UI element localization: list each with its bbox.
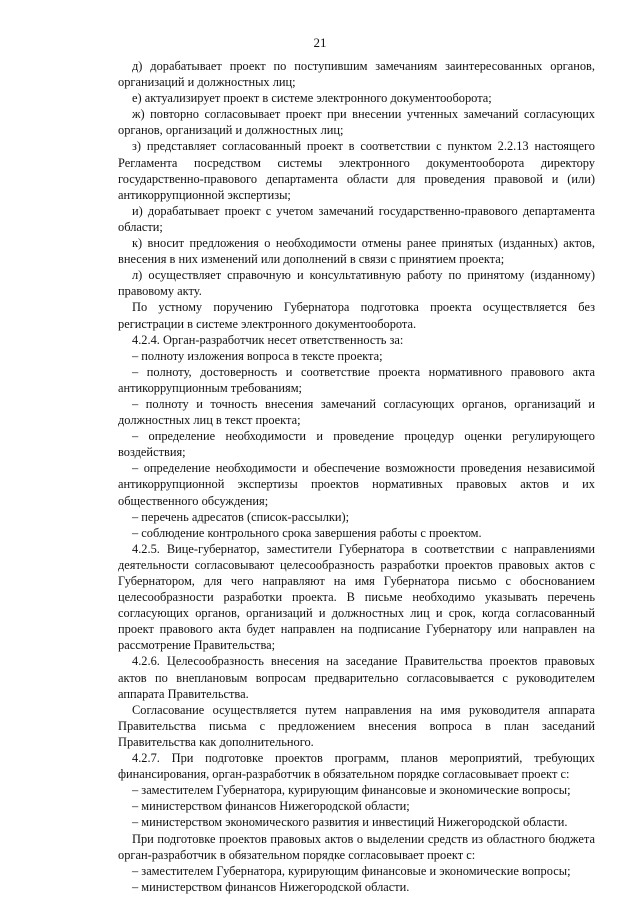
paragraph-z: з) представляет согласованный проект в соответствии с пунктом 2.2.13 настоящего Регламента посредством системы электронного документооборота директору государственно-правового департамента области для проведения правовой и (или) антикоррупционной экспертизы; [118,139,595,202]
paragraph-l: л) осуществляет справочную и консультативную работу по принятому (изданному) правовому акту. [118,268,595,299]
list-item: – перечень адресатов (список-рассылки); [132,509,350,524]
page-number: 21 [313,35,327,50]
document-body [118,58,595,895]
section-4-2-5: 4.2.5. Вице-губернатор, заместители Губернатора в соответствии с направлениями деятельности согласовывают целесообразность разработки проектов правовых актов с Губернатором, для чего направляют на имя Губернатора письмо с обоснованием целесообразности разработки проекта. В письме необходимо указывать перечень согласующих органов, организаций и должностных лиц и срок, когда согласованный проект правового акта будет направлен на подписание Губернатору или направлен на рассмотрение Правительства; [118,541,595,653]
section-4-2-6: 4.2.6. Целесообразность внесения на заседание Правительства проектов правовых актов по внеплановым вопросам предварительно согласовывается с руководителем аппарата Правительства. [118,654,595,701]
list-item: – соблюдение контрольного срока завершения работы с проектом. [132,525,482,540]
section-4-2-4: 4.2.4. Орган-разработчик несет ответственность за: [132,332,404,347]
paragraph-approval: Согласование осуществляется путем направления на имя руководителя аппарата Правительства письма с предложением внесения вопроса в план заседаний Правительства как дополнительного. [118,702,595,749]
paragraph-e: е) актуализирует проект в системе электронного документооборота; [132,91,492,106]
list-item: – полноту изложения вопроса в тексте проекта; [132,348,383,363]
list-item: – полноту, достоверность и соответствие проекта нормативного правового акта антикоррупционным требованиям; [118,364,595,395]
paragraph-d: д) дорабатывает проект по поступившим замечаниям заинтересованных органов, организаций и должностных лиц; [118,59,595,90]
list-item: – министерством финансов Нижегородской области; [132,799,410,814]
list-item: – заместителем Губернатора, курирующим финансовые и экономические вопросы; [132,783,571,798]
list-item: – определение необходимости и проведение процедур оценки регулирующего воздействия; [118,429,595,460]
paragraph-i: и) дорабатывает проект с учетом замечаний государственно-правового департамента области; [118,203,595,234]
paragraph-budget-acts: При подготовке проектов правовых актов о выделении средств из областного бюджета орган-разработчик в обязательном порядке согласовывает проект с: [118,831,595,862]
list-item: – министерством финансов Нижегородской области. [132,879,410,894]
section-4-2-7: 4.2.7. При подготовке проектов программ, планов мероприятий, требующих финансирования, орган-разработчик в обязательном порядке согласовывает проект с: [118,751,595,782]
paragraph-oral-instruction: По устному поручению Губернатора подготовка проекта осуществляется без регистрации в системе электронного документооборота. [118,300,595,331]
list-item: – определение необходимости и обеспечение возможности проведения независимой антикоррупционной экспертизы проектов нормативных правовых актов и их общественного обсуждения; [118,461,595,508]
paragraph-zh: ж) повторно согласовывает проект при внесении учтенных замечаний согласующих органов, организаций и должностных лиц; [118,107,595,138]
list-item: – полноту и точность внесения замечаний согласующих органов, организаций и должностных лиц в текст проекта; [118,396,595,428]
paragraph-k: к) вносит предложения о необходимости отмены ранее принятых (изданных) актов, внесения в них изменений или дополнений в связи с принятием проекта; [118,236,595,267]
list-item: – заместителем Губернатора, курирующим финансовые и экономические вопросы; [132,863,571,878]
list-item: – министерством экономического развития и инвестиций Нижегородской области. [132,815,568,830]
